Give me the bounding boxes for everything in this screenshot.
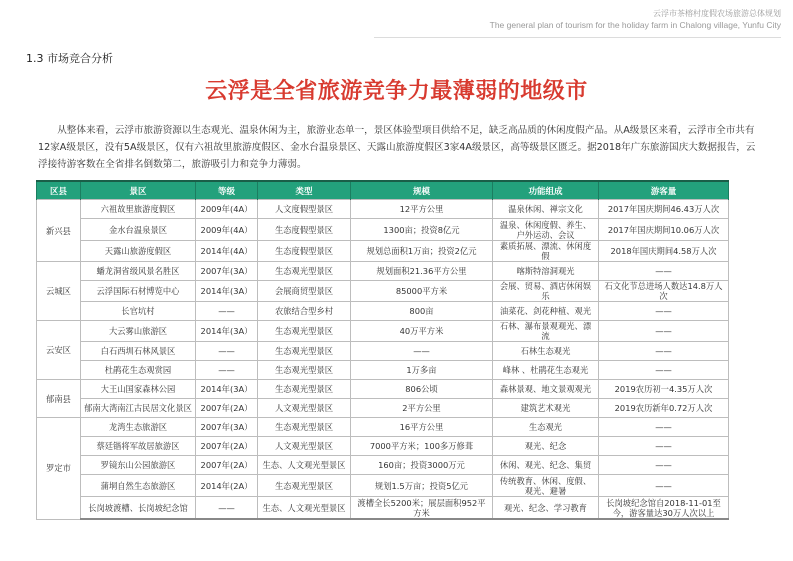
body-paragraph — [38, 122, 760, 173]
cell-scale: 800亩 — [351, 302, 493, 321]
table-row — [37, 241, 729, 262]
headline: 云浮是全省旅游竞争力最薄弱的地级市 — [205, 79, 588, 104]
cell-scenic-area: 长官坑村 — [81, 302, 196, 321]
cell-visitors: 2017年国庆期间10.06万人次 — [599, 219, 729, 241]
cell-scale: 806公顷 — [351, 380, 493, 399]
cell-type: 生态、人文观光型景区 — [258, 497, 351, 520]
table-row — [37, 380, 729, 399]
cell-functions: 温泉休闲、禅宗文化 — [493, 200, 599, 219]
cell-grade: 2014年(2A） — [196, 475, 258, 497]
cell-grade: 2007年(3A） — [196, 418, 258, 437]
col-county: 区县 — [37, 181, 81, 200]
cell-visitors: 2019农历初一4.35万人次 — [599, 380, 729, 399]
cell-type: 生态观光型景区 — [258, 418, 351, 437]
table-header-row — [37, 181, 729, 200]
cell-scenic-area: 白石西圳石林风景区 — [81, 342, 196, 361]
table-row — [37, 456, 729, 475]
cell-grade: 2014年(3A） — [196, 281, 258, 302]
cell-type: 生态度假型景区 — [258, 241, 351, 262]
col-visitors: 游客量 — [599, 181, 729, 200]
cell-scale: 16平方公里 — [351, 418, 493, 437]
cell-functions: 生态观光 — [493, 418, 599, 437]
cell-scenic-area: 六祖故里旅游度假区 — [81, 200, 196, 219]
cell-functions: 温泉、休闲度假、养生、户外运动、会议 — [493, 219, 599, 241]
cell-grade: —— — [196, 342, 258, 361]
cell-scale: 2平方公里 — [351, 399, 493, 418]
cell-scenic-area: 杜鹃花生态观赏园 — [81, 361, 196, 380]
col-type: 类型 — [258, 181, 351, 200]
cell-type: 生态度假型景区 — [258, 219, 351, 241]
cell-scenic-area: 龙湾生态旅游区 — [81, 418, 196, 437]
cell-type: 生态观光型景区 — [258, 321, 351, 342]
cell-grade: —— — [196, 302, 258, 321]
cell-visitors: —— — [599, 321, 729, 342]
cell-scenic-area: 大王山国家森林公园 — [81, 380, 196, 399]
cell-functions: 森林景观、地文景观观光 — [493, 380, 599, 399]
cell-type: 生态观光型景区 — [258, 262, 351, 281]
cell-grade: 2009年(4A） — [196, 219, 258, 241]
header-title-block — [490, 8, 781, 31]
cell-type: 生态、人文观光型景区 — [258, 456, 351, 475]
cell-functions: 休闲、观光、纪念、集贸 — [493, 456, 599, 475]
cell-functions: 建筑艺术观光 — [493, 399, 599, 418]
cell-functions: 石林生态观光 — [493, 342, 599, 361]
cell-functions: 传统教育、休闲、度假、观光、避暑 — [493, 475, 599, 497]
table-row — [37, 361, 729, 380]
section-title: 1.3 市场竞合分析 — [26, 52, 113, 65]
table-row — [37, 281, 729, 302]
cell-scenic-area: 天露山旅游度假区 — [81, 241, 196, 262]
cell-grade: —— — [196, 497, 258, 520]
cell-scale: —— — [351, 342, 493, 361]
cell-grade: —— — [196, 361, 258, 380]
col-scale: 规模 — [351, 181, 493, 200]
col-functions: 功能组成 — [493, 181, 599, 200]
table-row — [37, 437, 729, 456]
cell-scale: 12平方公里 — [351, 200, 493, 219]
cell-type: 会展商贸型景区 — [258, 281, 351, 302]
header-title-en: The general plan of tourism for the holiday farm in Chalong village, Yunfu City — [489, 20, 781, 30]
cell-grade: 2007年(2A） — [196, 437, 258, 456]
cell-type: 生态观光型景区 — [258, 380, 351, 399]
table-row — [37, 475, 729, 497]
cell-functions: 油菜花、剑花种植、观光 — [493, 302, 599, 321]
cell-grade: 2007年(2A） — [196, 456, 258, 475]
table-row — [37, 302, 729, 321]
table-row — [37, 418, 729, 437]
cell-scale: 1300亩；投资8亿元 — [351, 219, 493, 241]
table-row — [37, 200, 729, 219]
cell-visitors: —— — [599, 262, 729, 281]
cell-visitors: 2019农历新年0.72万人次 — [599, 399, 729, 418]
cell-type: 农旅结合型乡村 — [258, 302, 351, 321]
cell-visitors: —— — [599, 456, 729, 475]
cell-scenic-area: 蒲垌自然生态旅游区 — [81, 475, 196, 497]
header-divider — [374, 37, 781, 38]
cell-visitors: —— — [599, 437, 729, 456]
table-row — [37, 262, 729, 281]
cell-type: 生态观光型景区 — [258, 361, 351, 380]
cell-functions: 喀斯特溶洞观光 — [493, 262, 599, 281]
cell-type: 生态观光型景区 — [258, 342, 351, 361]
cell-visitors: 2018年国庆期间4.58万人次 — [599, 241, 729, 262]
cell-scenic-area: 云浮国际石材博览中心 — [81, 281, 196, 302]
cell-visitors: 石文化节总进场人数达14.8万人次 — [599, 281, 729, 302]
cell-county: 云城区 — [37, 262, 81, 321]
cell-type: 人文观光型景区 — [258, 399, 351, 418]
cell-grade: 2009年(4A） — [196, 200, 258, 219]
cell-grade: 2007年(2A） — [196, 399, 258, 418]
cell-county: 新兴县 — [37, 200, 81, 262]
cell-scale: 160亩；投资3000万元 — [351, 456, 493, 475]
scenic-area-table — [36, 180, 729, 520]
cell-county: 罗定市 — [37, 418, 81, 520]
cell-grade: 2014年(3A） — [196, 321, 258, 342]
cell-county: 云安区 — [37, 321, 81, 380]
cell-scenic-area: 罗镜东山公园旅游区 — [81, 456, 196, 475]
cell-scenic-area: 郁南大湾南江古民居文化景区 — [81, 399, 196, 418]
table-row — [37, 321, 729, 342]
cell-visitors: —— — [599, 302, 729, 321]
cell-scenic-area: 长岗坡渡槽、长岗坡纪念馆 — [81, 497, 196, 520]
cell-scenic-area: 蟠龙洞省级风景名胜区 — [81, 262, 196, 281]
cell-functions: 会展、贸易、酒店休闲娱乐 — [493, 281, 599, 302]
header-title-cn: 云浮市茶榕村度假农场旅游总体规划 — [653, 9, 781, 18]
cell-scenic-area: 蔡廷锴将军故居旅游区 — [81, 437, 196, 456]
cell-scale: 40万平方米 — [351, 321, 493, 342]
cell-visitors: 长岗坡纪念馆自2018-11-01至今，游客量达30万人次以上 — [599, 497, 729, 520]
cell-type: 人文度假型景区 — [258, 200, 351, 219]
cell-visitors: —— — [599, 418, 729, 437]
paragraph-text: 从整体来看，云浮市旅游资源以生态观光、温泉休闲为主，旅游业态单一，景区体验型项目供给不足，缺乏高品质的休闲度假产品。从A级景区来看，云浮市全市共有12家A级景区，没有5A级景区，仅有六祖故里旅游度假区、金水台温泉景区、天露山旅游度假区3家4A级景区，高等级景区匮乏。据2018年广东旅游国庆大数据报告，云浮接待游客数在全省排名倒数第二，旅游吸引力和竞争力薄弱。 — [38, 125, 756, 170]
cell-functions: 峰林 、杜鹃花生态观光 — [493, 361, 599, 380]
cell-visitors: —— — [599, 475, 729, 497]
col-grade: 等级 — [196, 181, 258, 200]
cell-type: 生态观光型景区 — [258, 475, 351, 497]
cell-county: 郁南县 — [37, 380, 81, 418]
cell-scale: 规划面积21.36平方公里 — [351, 262, 493, 281]
col-scenic-area: 景区 — [81, 181, 196, 200]
cell-grade: 2014年(3A） — [196, 380, 258, 399]
table-row — [37, 497, 729, 520]
cell-scale: 规划总面积1万亩；投资2亿元 — [351, 241, 493, 262]
cell-functions: 观光、纪念 — [493, 437, 599, 456]
cell-functions: 石林、瀑布景观观光、漂流 — [493, 321, 599, 342]
table-row — [37, 399, 729, 418]
cell-grade: 2007年(3A） — [196, 262, 258, 281]
cell-grade: 2014年(4A） — [196, 241, 258, 262]
cell-visitors: —— — [599, 342, 729, 361]
cell-scenic-area: 金水台温泉景区 — [81, 219, 196, 241]
table-row — [37, 219, 729, 241]
table-row — [37, 342, 729, 361]
cell-scale: 1万多亩 — [351, 361, 493, 380]
cell-functions: 素质拓展、漂流、休闲度假 — [493, 241, 599, 262]
cell-scale: 渡槽全长5200米；展层面积952平方米 — [351, 497, 493, 520]
cell-visitors: 2017年国庆期间46.43万人次 — [599, 200, 729, 219]
cell-type: 人文观光型景区 — [258, 437, 351, 456]
cell-scale: 7000平方米；100多万修葺 — [351, 437, 493, 456]
cell-visitors: —— — [599, 361, 729, 380]
cell-scale: 85000平方米 — [351, 281, 493, 302]
table-body — [37, 200, 729, 520]
cell-scale: 规划1.5万亩；投资5亿元 — [351, 475, 493, 497]
cell-functions: 观光、纪念、学习教育 — [493, 497, 599, 520]
cell-scenic-area: 大云雾山旅游区 — [81, 321, 196, 342]
